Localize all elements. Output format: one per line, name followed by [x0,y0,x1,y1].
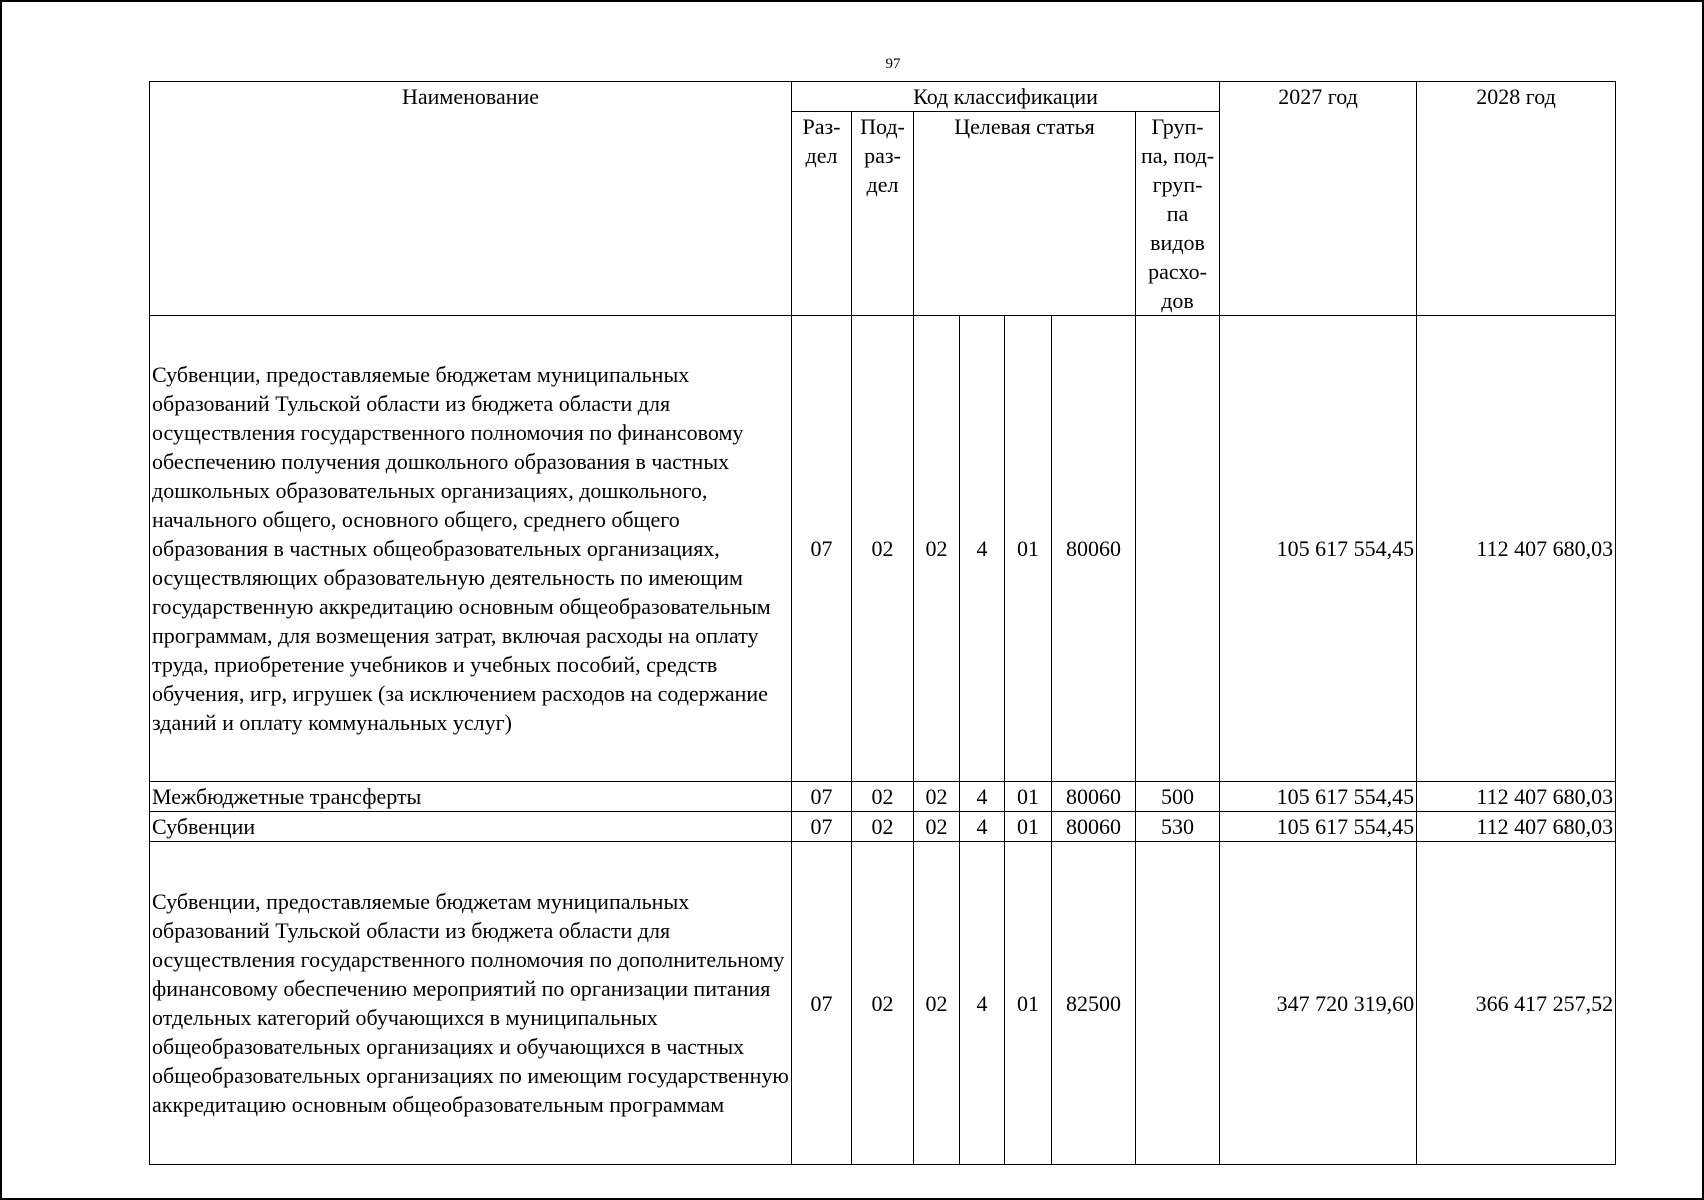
header-classification: Код классификации [792,82,1220,112]
row-sum-2027: 105 617 554,45 [1220,812,1417,842]
row-group: 530 [1136,812,1220,842]
row-sum-2028: 112 407 680,03 [1417,316,1616,782]
row-name: Субвенции, предоставляемые бюджетам муниципальных образований Тульской области из бюджета области для осуществления государственного полномочия по дополнительному финансовому обеспечению мероприятий по организации питания отдельных категорий обучающихся в муниципальных общеобразовательных организациях и обучающихся в частных общеобразовательных организациях по имеющим государственную аккредитацию основным общеобразовательным программам [150,842,792,1165]
row-name: Межбюджетные трансферты [150,782,792,812]
row-sum-2027: 347 720 319,60 [1220,842,1417,1165]
row-name: Субвенции [150,812,792,842]
row-target-4: 80060 [1052,316,1136,782]
header-podrazdel: Под- раз- дел [852,112,914,316]
header-razdel: Раз- дел [792,112,852,316]
row-target-3: 01 [1005,316,1052,782]
header-name: Наименование [150,82,792,316]
header-group: Груп- па, под- груп- па видов расхо- дов [1136,112,1220,316]
row-target-2: 4 [960,782,1005,812]
table-row [150,316,1616,782]
row-podrazdel: 02 [852,812,914,842]
row-target-1: 02 [914,842,960,1165]
page-number: 97 [885,56,901,72]
row-razdel: 07 [792,812,852,842]
header-target: Целевая статья [914,112,1136,316]
table-row [150,812,1616,842]
row-target-4: 82500 [1052,842,1136,1165]
row-target-3: 01 [1005,812,1052,842]
row-group: 500 [1136,782,1220,812]
row-group [1136,842,1220,1165]
row-group [1136,316,1220,782]
row-podrazdel: 02 [852,842,914,1165]
row-podrazdel: 02 [852,316,914,782]
row-target-2: 4 [960,842,1005,1165]
row-sum-2028: 112 407 680,03 [1417,782,1616,812]
row-podrazdel: 02 [852,782,914,812]
budget-table [149,81,1616,1165]
row-sum-2027: 105 617 554,45 [1220,316,1417,782]
header-row-1 [150,82,1616,112]
row-target-4: 80060 [1052,782,1136,812]
table-row [150,842,1616,1165]
row-sum-2028: 112 407 680,03 [1417,812,1616,842]
header-year-2028: 2028 год [1417,82,1616,316]
row-target-4: 80060 [1052,812,1136,842]
row-sum-2028: 366 417 257,52 [1417,842,1616,1165]
row-target-3: 01 [1005,782,1052,812]
row-razdel: 07 [792,842,852,1165]
table-row [150,782,1616,812]
row-name: Субвенции, предоставляемые бюджетам муниципальных образований Тульской области из бюджета области для осуществления государственного полномочия по финансовому обеспечению получения дошкольного образования в частных дошкольных образовательных организациях, дошкольного, начального общего, основного общего, среднего общего образования в частных общеобразовательных организациях, осуществляющих образовательную деятельность по имеющим государственную аккредитацию основным общеобразовательным программам, для возмещения затрат, включая расходы на оплату труда, приобретение учебников и учебных пособий, средств обучения, игр, игрушек (за исключением расходов на содержание зданий и оплату коммунальных услуг) [150,316,792,782]
row-razdel: 07 [792,782,852,812]
row-target-3: 01 [1005,842,1052,1165]
row-target-2: 4 [960,316,1005,782]
header-year-2027: 2027 год [1220,82,1417,316]
row-target-1: 02 [914,316,960,782]
row-sum-2027: 105 617 554,45 [1220,782,1417,812]
row-target-1: 02 [914,782,960,812]
row-razdel: 07 [792,316,852,782]
row-target-2: 4 [960,812,1005,842]
row-target-1: 02 [914,812,960,842]
